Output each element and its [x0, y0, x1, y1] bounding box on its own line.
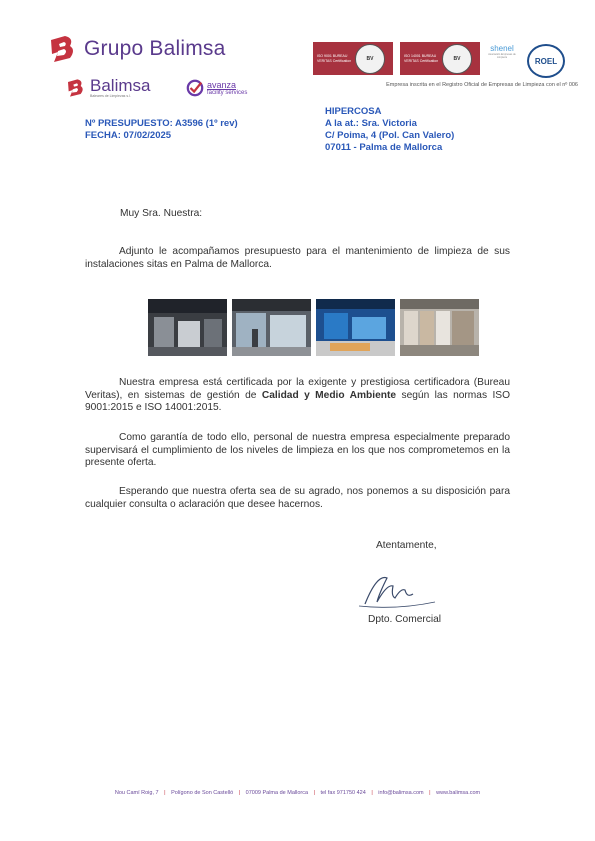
balimsa-subtitle: Baleares de Limpiezas s.l.: [90, 94, 131, 98]
footer-city: 07009 Palma de Mallorca: [245, 790, 309, 796]
paragraph-2: [85, 377, 510, 415]
balimsa-small-b-icon: [66, 78, 86, 98]
registro-text: Empresa inscrita en el Registro Oficial de Empresas de Limpieza con el nº 006: [386, 82, 578, 88]
avanza-name: avanza: [207, 80, 237, 90]
balimsa-b-icon: [48, 34, 78, 64]
footer-phone: tel fax 971750 424: [320, 790, 366, 796]
paragraph-1-text: Adjunto le acompañamos presupuesto para el mantenimiento de limpieza de sus instalaciones sitas en Palma de Mallorca.: [85, 246, 510, 270]
avanza-check-icon: [186, 79, 204, 97]
footer-separator: |: [238, 790, 241, 796]
footer-polygon: Polígono de Son Castelló: [171, 790, 234, 796]
facility-photos: [148, 299, 479, 356]
footer-email: info@balimsa.com: [378, 790, 424, 796]
shenel-name: shenel: [490, 44, 514, 53]
reference-block: [85, 118, 238, 142]
paragraph-2-text-a: Nuestra empresa está certificada por la exigente y prestigiosa certificadora (Bureau Veritas), en sistemas de gestión de: [85, 377, 510, 401]
recipient-block: [325, 106, 454, 154]
paragraph-2-bold: Calidad y Medio Ambiente: [261, 389, 397, 401]
closing: Atentamente,: [376, 540, 437, 551]
paragraph-2-text-b: según las normas ISO 9001:2015 e ISO 14001:2015.: [85, 389, 511, 413]
avanza-subtitle: facility services: [207, 90, 248, 96]
department: Dpto. Comercial: [368, 614, 442, 625]
paragraph-3-text: Como garantía de todo ello, personal de nuestra empresa especialmente preparado supervisará el cumplimiento de los niveles de limpieza en los que nos comprometemos en la presente oferta.: [85, 432, 510, 468]
cert1-text: ISO 9001 BUREAU VERITAS Certification: [317, 53, 352, 63]
facility-photo-2: [232, 299, 311, 356]
facility-photo-3: [316, 299, 395, 356]
footer-separator: |: [371, 790, 373, 796]
facility-photo-1: [148, 299, 227, 356]
balimsa-logo: [66, 77, 150, 98]
paragraph-4: [85, 486, 510, 511]
signature-image: [357, 564, 437, 612]
avanza-logo: [186, 79, 247, 97]
footer-separator: |: [313, 790, 315, 796]
footer-separator: |: [164, 790, 166, 796]
recipient-attention: A la at.: Sra. Victoria: [325, 118, 417, 129]
cert2-text: ISO 14001 BUREAU VERITAS Certification: [404, 53, 439, 63]
shenel-logo: [487, 44, 517, 74]
grupo-balimsa-logo: [48, 34, 226, 64]
recipient-street: C/ Poima, 4 (Pol. Can Valero): [325, 130, 455, 141]
balimsa-name: Balimsa: [90, 76, 151, 95]
bureau-veritas-seal-icon: BV: [355, 44, 385, 74]
presupuesto-date: FECHA: 07/02/2025: [85, 130, 172, 141]
paragraph-3: [85, 432, 510, 470]
footer-address: Nou Camí Roig, 7: [114, 790, 159, 796]
iso-9001-badge: [313, 42, 393, 75]
recipient-company: HIPERCOSA: [325, 106, 382, 117]
bureau-veritas-seal-icon: BV: [442, 44, 472, 74]
footer: [0, 790, 595, 796]
iso-14001-badge: [400, 42, 480, 75]
salutation: Muy Sra. Nuestra:: [120, 208, 203, 219]
footer-web: www.balimsa.com: [436, 790, 481, 796]
roel-logo: ROEL: [527, 44, 565, 78]
footer-separator: |: [429, 790, 431, 796]
recipient-city: 07011 - Palma de Mallorca: [325, 142, 443, 153]
shenel-subtitle: Asociación Empresas de Limpieza: [488, 53, 516, 59]
group-name: Grupo Balimsa: [84, 37, 226, 60]
presupuesto-number: Nº PRESUPUESTO: A3596 (1º rev): [85, 118, 238, 129]
facility-photo-4: [400, 299, 479, 356]
paragraph-4-text: Esperando que nuestra oferta sea de su agrado, nos ponemos a su disposición para cualquier consulta o aclaración que desee hacernos.: [85, 486, 510, 510]
paragraph-1: [85, 246, 510, 271]
